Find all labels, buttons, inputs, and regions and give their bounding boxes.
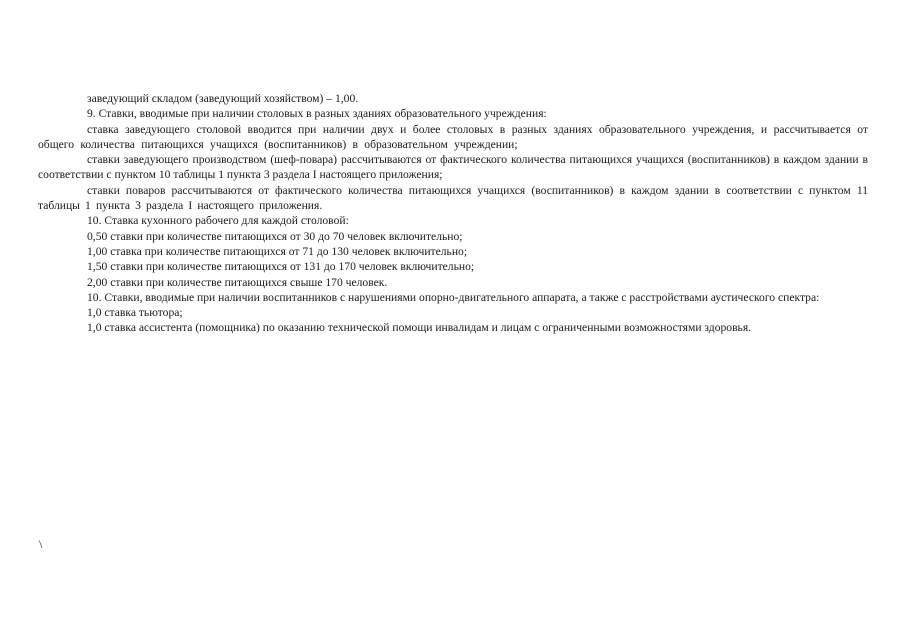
paragraph-kitchen-rate-3: 1,50 ставки при количестве питающихся от 131 до 170 человек включительно;: [87, 260, 475, 274]
paragraph-tutor-rate: 1,0 ставка тьютора;: [87, 306, 183, 320]
paragraph-kitchen-rate-4: 2,00 ставки при количестве питающихся свыше 170 человек.: [87, 275, 388, 289]
paragraph-canteen-head-rate: ставка заведующего столовой вводится при наличии двух и более столовых в разных зданиях образовательного учреждения, и рассчитывается от общего количества питающихся учащихся (воспитанников) в образовательном учреждении;: [38, 122, 868, 151]
paragraph-cooks-rate: ставки поваров рассчитываются от фактического количества питающихся учащихся (воспитанников) в каждом здании в соответствии с пунктом 11 таблицы 1 пункта 3 раздела I настоящего приложения.: [38, 183, 868, 213]
paragraph-production-head-rate: ставки заведующего производством (шеф-повара) рассчитываются от фактического количества питающихся учащихся (воспитанников) в каждом здании в соответствии с пунктом 10 таблицы 1 пункта 3 раздела I настоящего приложения;: [38, 153, 868, 182]
paragraph-kitchen-rate-1: 0,50 ставки при количестве питающихся от 30 до 70 человек включительно;: [87, 229, 463, 243]
footer-backslash-mark: \: [39, 537, 43, 551]
paragraph-storekeeper-rate: заведующий складом (заведующий хозяйством) – 1,00.: [87, 92, 359, 105]
paragraph-item-9-heading: 9. Ставки, вводимые при наличии столовых в разных зданиях образовательного учреждения:: [87, 107, 547, 121]
paragraph-item-10-kitchen-heading: 10. Ставка кухонного рабочего для каждой столовой:: [87, 214, 349, 228]
paragraph-kitchen-rate-2: 1,00 ставка при количестве питающихся от 71 до 130 человек включительно;: [87, 244, 468, 258]
document-body: [38, 91, 868, 336]
paragraph-assistant-rate: 1,0 ставка ассистента (помощника) по оказанию технической помощи инвалидам и лицам с ограниченными возможностями здоровья.: [87, 321, 752, 335]
paragraph-item-10-special-heading: 10. Ставки, вводимые при наличии воспитанников с нарушениями опорно-двигательного аппарата, а также с расстройствами аустического спектра:: [87, 290, 820, 304]
